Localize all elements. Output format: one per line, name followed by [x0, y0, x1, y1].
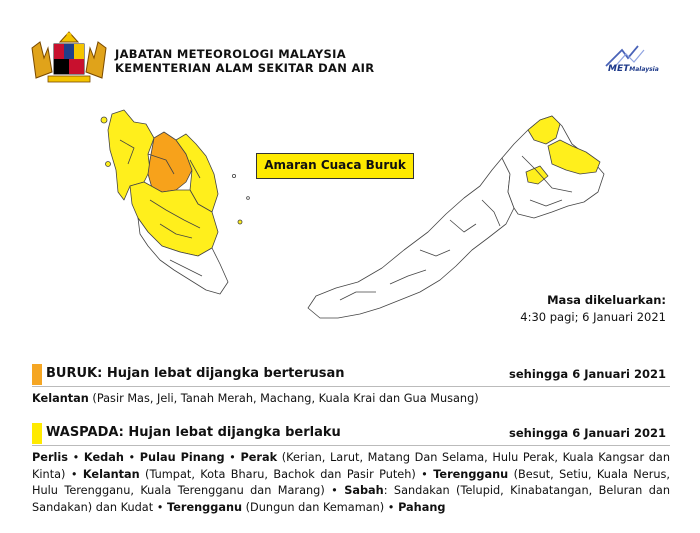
warning-title: WASPADA: Hujan lebat dijangka berlaku — [46, 425, 341, 440]
region-separator: • — [67, 451, 84, 464]
region-separator: • — [65, 467, 83, 481]
region-separator: • — [324, 484, 345, 497]
page-header — [0, 0, 700, 90]
region-sarawak — [308, 158, 514, 318]
warning-buruk — [32, 362, 670, 408]
warning-title: BURUK: Hujan lebat dijangka berterusan — [46, 366, 345, 381]
region-areas: (Kerian, Larut, Matang Dan Selama, Hulu Perak, Kuala Kangsar dan Kinta) — [32, 451, 670, 481]
issued-time-block — [520, 292, 666, 326]
legend-box: Amaran Cuaca Buruk — [256, 153, 414, 179]
region-areas: (Dungun dan Kemaman) — [242, 500, 385, 514]
region-separator: • — [153, 500, 168, 514]
warning-header — [32, 362, 670, 387]
region-state: Perlis — [32, 451, 68, 464]
org-line-1: JABATAN METEOROLOGI MALAYSIA — [115, 47, 346, 61]
region-areas: (Tumpat, Kota Bharu, Bachok dan Pasir Puteh) — [139, 467, 416, 481]
peninsular-malaysia — [101, 110, 249, 294]
region-state: Kedah — [83, 451, 124, 464]
region-separator: • — [123, 451, 140, 464]
warning-until: sehingga 6 Januari 2021 — [509, 367, 666, 381]
org-line-2: KEMENTERIAN ALAM SEKITAR DAN AIR — [115, 61, 375, 75]
region-state: Pahang — [398, 500, 446, 514]
region-areas: (Pasir Mas, Jeli, Tanah Merah, Machang, Kuala Krai dan Gua Musang) — [88, 392, 479, 405]
region-state: Terengganu — [433, 467, 509, 481]
warning-regions — [32, 450, 670, 516]
region-separator: • — [224, 451, 241, 464]
met-malaysia-logo-icon — [598, 40, 670, 80]
region-areas: (Besut, Setiu, Kuala Nerus, Hulu Terengganu, Kuala Terengganu dan Marang) — [32, 467, 670, 497]
warning-waspada — [32, 421, 670, 516]
region-state: Perak — [240, 451, 278, 464]
warning-until: sehingga 6 Januari 2021 — [509, 426, 666, 440]
region-separator: • — [415, 467, 434, 481]
issued-label: Masa dikeluarkan: — [547, 293, 666, 307]
island-penang — [106, 162, 111, 167]
met-logo-text: METMalaysia — [608, 64, 659, 74]
east-malaysia — [308, 116, 604, 318]
island-langkawi — [101, 117, 107, 123]
issued-time: 4:30 pagi; 6 Januari 2021 — [520, 310, 666, 324]
region-areas: : Sandakan (Telupid, Kinabatangan, Beluran dan Sandakan) dan Kudat — [32, 484, 670, 514]
coat-of-arms-icon — [30, 28, 108, 84]
region-state: Sabah — [344, 484, 384, 497]
organization-name — [115, 47, 374, 75]
region-state: Pulau Pinang — [139, 451, 225, 464]
warning-regions — [32, 391, 670, 408]
region-state: Kelantan — [32, 392, 89, 405]
warning-swatch-waspada — [32, 423, 42, 444]
region-separator: • — [384, 500, 399, 514]
region-state: Kelantan — [82, 467, 140, 481]
warning-swatch-buruk — [32, 364, 42, 385]
warning-header — [32, 421, 670, 446]
region-state: Terengganu — [167, 500, 243, 514]
